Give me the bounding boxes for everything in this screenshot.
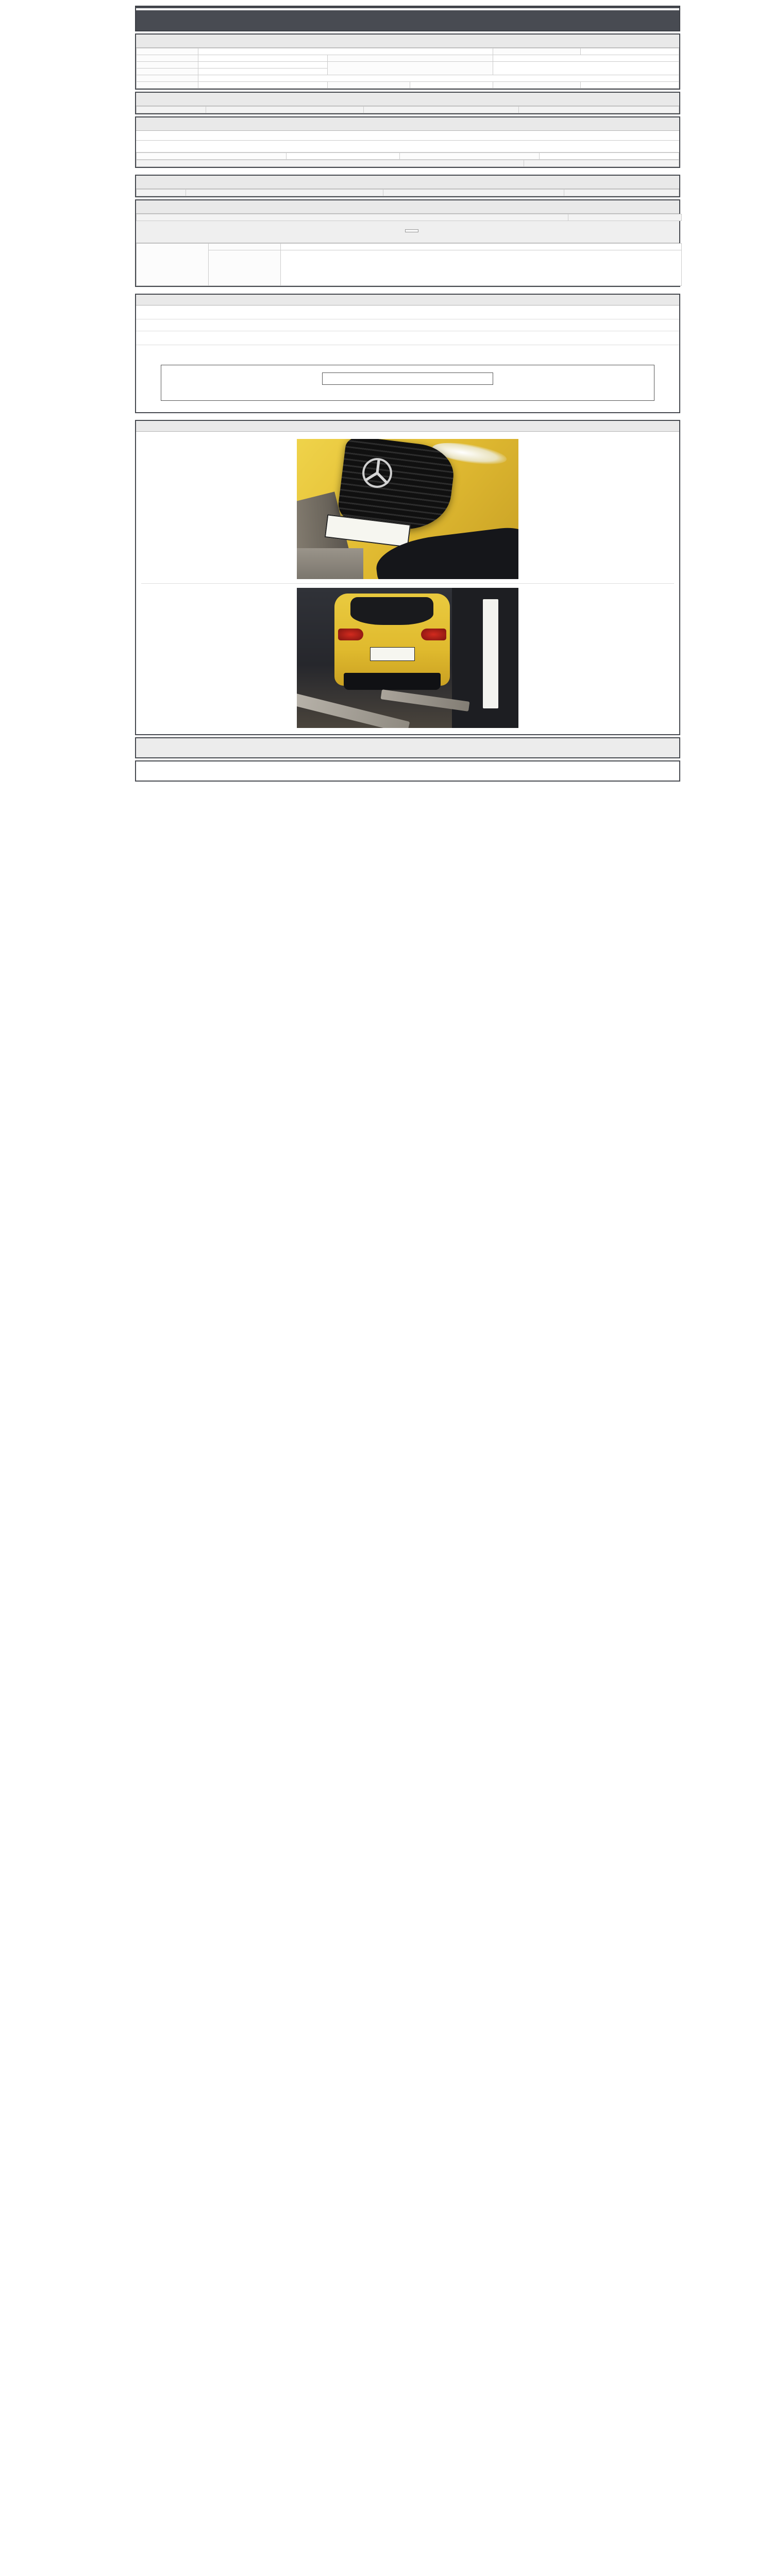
appraiser-opinion-text <box>281 250 682 286</box>
table-row <box>137 244 682 250</box>
table-row <box>137 250 682 286</box>
notice-subsection-title <box>136 306 679 319</box>
tail-light-right <box>421 629 446 640</box>
inspection-photo-front <box>297 439 518 579</box>
confirmation-section <box>135 760 680 782</box>
column-header <box>564 190 679 196</box>
table-header-row <box>137 107 679 113</box>
appraiser-label <box>209 250 281 286</box>
column-header <box>137 160 524 167</box>
table-row <box>137 75 679 82</box>
table-row <box>137 55 679 62</box>
banner <box>483 599 498 708</box>
column-header <box>364 107 519 113</box>
license-plate <box>370 647 415 661</box>
simple-repair-label <box>400 153 540 160</box>
garage-floor <box>297 548 363 579</box>
inspector-label <box>209 244 281 250</box>
divider <box>141 583 674 584</box>
table-header-row <box>137 190 679 196</box>
notice-subsection-title <box>136 331 679 345</box>
rear-car-body <box>334 594 450 686</box>
accident-history-section <box>135 116 680 168</box>
model-year <box>198 55 328 62</box>
notice-list-1 <box>136 319 679 331</box>
etc-info-section <box>135 199 680 287</box>
rear-diffuser <box>344 673 441 689</box>
tail-light-left <box>338 629 363 640</box>
inspection-photo-rear <box>297 588 518 728</box>
document-number <box>136 19 679 30</box>
page-marker-2 <box>135 170 680 175</box>
field-label <box>328 62 493 75</box>
section-header <box>136 93 679 106</box>
section-header <box>136 35 679 48</box>
page-marker-3 <box>135 289 680 294</box>
column-header <box>568 214 682 221</box>
section-header <box>136 176 679 189</box>
inspection-valid-period <box>493 55 679 62</box>
mercedes-star-icon <box>359 455 395 491</box>
simple-repair-options <box>540 153 679 160</box>
car-damage-diagram <box>136 141 679 152</box>
field-label <box>137 75 198 82</box>
table-header-row <box>137 214 682 221</box>
column-header <box>206 107 364 113</box>
transmission-type-options <box>493 62 679 75</box>
base-price <box>581 82 679 89</box>
inspection-record-page <box>135 0 680 782</box>
detail-table <box>136 189 679 196</box>
field-label <box>328 82 410 89</box>
fuel-options <box>198 75 679 82</box>
field-label <box>493 82 580 89</box>
engine-type <box>198 82 328 89</box>
notice-section <box>135 294 680 413</box>
vin <box>198 69 328 75</box>
accident-history-label <box>137 153 287 160</box>
etc-table <box>136 214 682 221</box>
field-label <box>137 55 198 62</box>
document-title-block <box>135 6 680 31</box>
divider <box>136 8 679 10</box>
warranty-type-options <box>410 82 493 89</box>
final-price-value <box>405 229 418 232</box>
rear-window <box>350 597 433 625</box>
notice-list-2 <box>136 345 679 357</box>
column-header <box>524 160 679 167</box>
column-header <box>383 190 564 196</box>
basic-info-table <box>136 48 679 89</box>
section-header <box>136 295 679 306</box>
table-header-row <box>137 160 679 167</box>
column-header <box>137 107 206 113</box>
field-label <box>137 82 198 89</box>
table-row <box>137 62 679 69</box>
section-header <box>136 200 679 214</box>
table-row <box>137 153 679 160</box>
opinion-label <box>137 244 209 286</box>
table-row <box>137 82 679 89</box>
field-label <box>137 48 198 55</box>
basic-info-section <box>135 33 680 90</box>
table-row <box>137 48 679 55</box>
final-price-band <box>136 221 679 243</box>
column-header <box>519 107 679 113</box>
column-header <box>137 190 186 196</box>
accident-flag-table <box>136 152 679 160</box>
page-marker-4 <box>135 415 680 420</box>
accident-history-options <box>286 153 400 160</box>
detail-state-section <box>135 175 680 197</box>
vehicle-name <box>198 48 493 55</box>
opinion-table <box>136 243 682 286</box>
photo-section <box>135 420 680 735</box>
info-box-title <box>322 372 493 385</box>
first-registration-date <box>198 62 328 69</box>
signature-section <box>135 737 680 758</box>
field-label <box>137 69 198 75</box>
field-label <box>328 55 493 62</box>
field-label <box>493 48 580 55</box>
registration-number <box>581 48 679 55</box>
field-label <box>137 62 198 69</box>
top-meta-row <box>135 2 680 6</box>
inspector-opinion-text <box>281 244 682 250</box>
section-header <box>136 117 679 131</box>
comprehensive-state-section <box>135 92 680 114</box>
section-header <box>136 421 679 432</box>
price-appraisal-info-box <box>161 365 654 401</box>
panel-rank-table <box>136 160 679 167</box>
column-header <box>137 214 568 221</box>
column-header <box>186 190 383 196</box>
comprehensive-table <box>136 106 679 113</box>
